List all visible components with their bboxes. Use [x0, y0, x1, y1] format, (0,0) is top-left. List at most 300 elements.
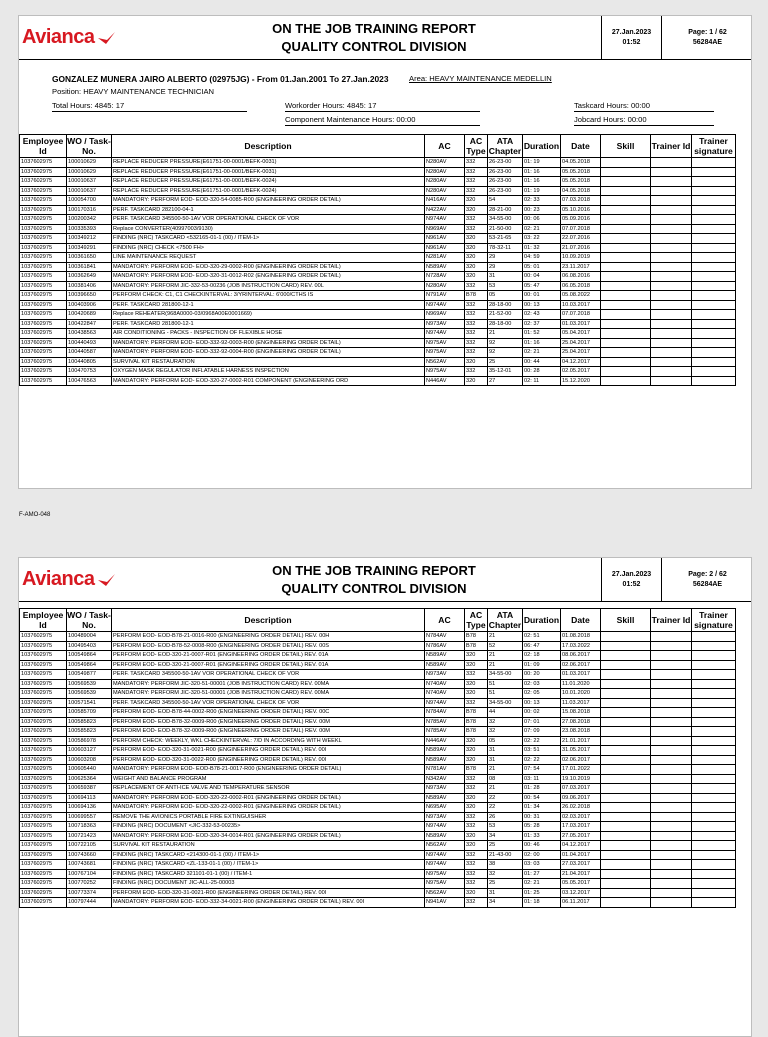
page-number: Page: 1 / 62 56284AE: [661, 16, 753, 60]
table-cell: [601, 746, 651, 756]
table-cell: 17.03.2022: [561, 641, 601, 651]
table-cell: [601, 755, 651, 765]
col-header: Employee Id: [20, 609, 67, 632]
report-title: ON THE JOB TRAINING REPORT QUALITY CONTROL DIVISION: [272, 563, 476, 596]
table-cell: [692, 215, 736, 225]
table-cell: [651, 348, 692, 358]
table-cell: 21.01.2017: [561, 736, 601, 746]
table-cell: [651, 215, 692, 225]
table-cell: N342AV: [425, 774, 465, 784]
table-cell: 08.06.2017: [561, 651, 601, 661]
table-cell: N975AV: [425, 367, 465, 377]
table-cell: PERF. TASKCARD 345500-50-1AV VOR OPERATIONAL CHECK OF VOR: [112, 698, 425, 708]
table-cell: [651, 784, 692, 794]
col-header: AC: [425, 135, 465, 158]
table-cell: 05.08.2022: [561, 291, 601, 301]
table-cell: 1037602975: [20, 717, 67, 727]
table-cell: 23.08.2018: [561, 727, 601, 737]
table-cell: 78-32-11: [488, 243, 523, 253]
table-cell: 1037602975: [20, 698, 67, 708]
table-cell: [601, 860, 651, 870]
table-cell: [651, 888, 692, 898]
table-cell: [601, 670, 651, 680]
table-cell: [651, 357, 692, 367]
table-cell: N975AV: [425, 338, 465, 348]
table-cell: 100603127: [67, 746, 112, 756]
table-cell: 53: [488, 281, 523, 291]
avianca-logo: Avianca: [22, 26, 116, 49]
table-cell: 01: 25: [523, 888, 561, 898]
table-cell: 21: [488, 329, 523, 339]
table-cell: [651, 869, 692, 879]
table-cell: N781AV: [425, 765, 465, 775]
table-cell: 21: [488, 632, 523, 642]
table-cell: [651, 774, 692, 784]
table-cell: 100585709: [67, 708, 112, 718]
table-cell: [601, 243, 651, 253]
table-row: [20, 774, 736, 784]
total-hours: Total Hours: 4845: 17: [52, 101, 125, 110]
table-row: [20, 888, 736, 898]
divider: [285, 125, 480, 126]
table-cell: N280AV: [425, 186, 465, 196]
table-cell: 1037602975: [20, 367, 67, 377]
table-cell: 07.07.2018: [561, 224, 601, 234]
table-cell: 1037602975: [20, 243, 67, 253]
table-cell: 1037602975: [20, 300, 67, 310]
table-cell: 320: [465, 234, 488, 244]
table-cell: 100010629: [67, 158, 112, 168]
jobcard-hours: Jobcard Hours: 00:00: [574, 115, 647, 124]
table-cell: 02: 43: [523, 310, 561, 320]
table-row: [20, 755, 736, 765]
col-header: Trainer Id: [651, 609, 692, 632]
table-cell: N589AV: [425, 651, 465, 661]
table-cell: 320: [465, 357, 488, 367]
table-cell: 35-12-01: [488, 367, 523, 377]
table-cell: 332: [465, 348, 488, 358]
table-cell: 22: [488, 803, 523, 813]
table-cell: 05.04.2017: [561, 329, 601, 339]
table-cell: [601, 679, 651, 689]
table-cell: 02.03.2017: [561, 812, 601, 822]
table-cell: FINDING (NRC) TASKCARD <ZL-133-01-1 (00) / ITEM-1>: [112, 860, 425, 870]
table-row: [20, 850, 736, 860]
table-cell: 1037602975: [20, 632, 67, 642]
table-cell: [601, 300, 651, 310]
table-row: [20, 879, 736, 889]
table-cell: N589AV: [425, 831, 465, 841]
table-cell: 08: [488, 774, 523, 784]
table-row: [20, 243, 736, 253]
table-cell: 02: 18: [523, 651, 561, 661]
table-cell: 31: [488, 755, 523, 765]
table-cell: 02: 51: [523, 632, 561, 642]
table-cell: [651, 793, 692, 803]
divider: [52, 111, 247, 112]
col-header: Trainer Id: [651, 135, 692, 158]
table-row: [20, 319, 736, 329]
table-cell: 1037602975: [20, 679, 67, 689]
table-cell: N974AV: [425, 300, 465, 310]
table-cell: 21: [488, 660, 523, 670]
table-cell: [651, 698, 692, 708]
table-header: [20, 609, 736, 632]
table-cell: MANDATORY: PERFORM EOD- EOD-B78-21-0017-R00 (ENGINEERING ORDER DETAIL): [112, 765, 425, 775]
table-cell: PERF. TASKCARD 345500-50-1AV VOR OPERATIONAL CHECK OF VOR: [112, 670, 425, 680]
table-cell: B78: [465, 727, 488, 737]
table-cell: [692, 186, 736, 196]
table-cell: 21: [488, 784, 523, 794]
table-cell: [692, 281, 736, 291]
table-cell: [651, 765, 692, 775]
table-cell: 26-23-00: [488, 167, 523, 177]
table-cell: [601, 262, 651, 272]
table-cell: 320: [465, 831, 488, 841]
table-cell: LINE MAINTENANCE REQUEST: [112, 253, 425, 263]
table-row: [20, 348, 736, 358]
table-row: [20, 679, 736, 689]
table-row: [20, 670, 736, 680]
table-cell: 332: [465, 670, 488, 680]
table-cell: [651, 632, 692, 642]
table-cell: PERFORM EOD- EOD-B78-52-0008-R00 (ENGINEERING ORDER DETAIL) REV. 00S: [112, 641, 425, 651]
table-cell: 100694113: [67, 793, 112, 803]
table-cell: PERFORM EOD- EOD-B78-44-0002-R00 (ENGINEERING ORDER DETAIL) REV. 00C: [112, 708, 425, 718]
table-cell: PERFORM EOD- EOD-320-21-0007-R01 (ENGINEERING ORDER DETAIL) REV. 01A: [112, 660, 425, 670]
table-cell: 17.01.2022: [561, 765, 601, 775]
table-cell: 100335393: [67, 224, 112, 234]
table-cell: [651, 831, 692, 841]
table-cell: 1037602975: [20, 822, 67, 832]
table-cell: 100010629: [67, 167, 112, 177]
table-cell: [601, 898, 651, 908]
table-cell: N786AV: [425, 641, 465, 651]
table-cell: 1037602975: [20, 774, 67, 784]
table-cell: 22: [488, 793, 523, 803]
table-cell: 51: [488, 679, 523, 689]
table-cell: [651, 376, 692, 386]
table-cell: 52: [488, 641, 523, 651]
table-cell: PERF. TASKCARD 345500-50-1AV VOR OPERATIONAL CHECK OF VOR: [112, 215, 425, 225]
table-cell: N973AV: [425, 670, 465, 680]
table-cell: [651, 850, 692, 860]
table-cell: [692, 651, 736, 661]
table-cell: [601, 641, 651, 651]
table-cell: PERFORM CHECK: WEEKLY, WKL CHECKINTERVAL: 7/D IN ACCORDING WITH WEEKL: [112, 736, 425, 746]
table-cell: 27.08.2018: [561, 717, 601, 727]
taskcard-hours: Taskcard Hours: 00:00: [574, 101, 650, 110]
table-cell: 332: [465, 177, 488, 187]
table-cell: 00: 31: [523, 812, 561, 822]
table-cell: [692, 898, 736, 908]
table-cell: N975AV: [425, 348, 465, 358]
table-cell: [601, 167, 651, 177]
table-cell: 01.03.2017: [561, 319, 601, 329]
table-cell: [601, 765, 651, 775]
table-cell: 07: 54: [523, 765, 561, 775]
table-cell: N589AV: [425, 793, 465, 803]
table-cell: [651, 291, 692, 301]
table-cell: 332: [465, 186, 488, 196]
table-cell: [692, 869, 736, 879]
table-cell: 1037602975: [20, 253, 67, 263]
table-cell: 05: [488, 736, 523, 746]
table-cell: 02.06.2017: [561, 755, 601, 765]
table-cell: 332: [465, 774, 488, 784]
table-row: [20, 376, 736, 386]
table-cell: MANDATORY: PERFORM EOD- EOD-320-54-0085-R00 (ENGINEERING ORDER DETAIL): [112, 196, 425, 206]
table-cell: 21-43-00: [488, 850, 523, 860]
table-cell: N695AV: [425, 803, 465, 813]
table-cell: [692, 291, 736, 301]
table-row: [20, 698, 736, 708]
table-cell: [692, 670, 736, 680]
table-cell: 1037602975: [20, 291, 67, 301]
table-cell: 1037602975: [20, 670, 67, 680]
col-header: Skill: [601, 135, 651, 158]
table-cell: N974AV: [425, 822, 465, 832]
table-cell: [651, 879, 692, 889]
table-cell: [692, 196, 736, 206]
col-header: Skill: [601, 609, 651, 632]
table-row: [20, 291, 736, 301]
table-cell: WEIGHT AND BALANCE PROGRAM: [112, 774, 425, 784]
table-cell: 100721423: [67, 831, 112, 841]
table-cell: 100549864: [67, 660, 112, 670]
table-cell: 1037602975: [20, 167, 67, 177]
table-row: [20, 158, 736, 168]
table-cell: 26: [488, 812, 523, 822]
table-row: [20, 177, 736, 187]
table-cell: 28-18-00: [488, 319, 523, 329]
table-cell: MANDATORY: PERFORM JIC-320-51-00001 (JOB INSTRUCTION CARD) REV. 00MA: [112, 689, 425, 699]
table-cell: 01: 34: [523, 803, 561, 813]
table-cell: [692, 262, 736, 272]
table-cell: 100489004: [67, 632, 112, 642]
table-cell: [651, 717, 692, 727]
table-cell: 100403906: [67, 300, 112, 310]
table-cell: 100603208: [67, 755, 112, 765]
table-cell: [601, 660, 651, 670]
table-cell: [692, 310, 736, 320]
table-cell: 29: [488, 262, 523, 272]
table-cell: 05: [488, 291, 523, 301]
col-header: Description: [112, 609, 425, 632]
table-cell: 332: [465, 879, 488, 889]
table-row: [20, 632, 736, 642]
table-cell: [601, 177, 651, 187]
table-cell: [651, 205, 692, 215]
table-cell: [651, 243, 692, 253]
table-cell: [651, 272, 692, 282]
table-cell: 1037602975: [20, 850, 67, 860]
table-cell: [692, 888, 736, 898]
table-cell: [651, 177, 692, 187]
col-header: Description: [112, 135, 425, 158]
table-cell: 28-21-00: [488, 205, 523, 215]
table-cell: [692, 632, 736, 642]
table-cell: 320: [465, 262, 488, 272]
table-cell: 21.04.2017: [561, 869, 601, 879]
table-cell: N973AV: [425, 812, 465, 822]
table-cell: 320: [465, 205, 488, 215]
table-cell: N785AV: [425, 717, 465, 727]
table-cell: MANDATORY: PERFORM EOD- EOD-320-22-0002-R01 (ENGINEERING ORDER DETAIL): [112, 803, 425, 813]
table-cell: 320: [465, 888, 488, 898]
table-cell: 25.04.2017: [561, 348, 601, 358]
table-cell: N969AV: [425, 310, 465, 320]
table-cell: 51: [488, 689, 523, 699]
table-cell: 25: [488, 879, 523, 889]
table-cell: [692, 879, 736, 889]
table-cell: 320: [465, 793, 488, 803]
table-cell: 01.08.2018: [561, 632, 601, 642]
col-header: AC: [425, 609, 465, 632]
table-cell: 21-52-00: [488, 310, 523, 320]
col-header: Trainer signature: [692, 609, 736, 632]
table-cell: 27.05.2017: [561, 831, 601, 841]
table-cell: 100470753: [67, 367, 112, 377]
table-cell: PERFORM EOD- EOD-320-31-0021-R00 (ENGINEERING ORDER DETAIL) REV. 00I: [112, 888, 425, 898]
table-cell: 01.03.2017: [561, 670, 601, 680]
table-cell: B78: [465, 765, 488, 775]
table-row: [20, 869, 736, 879]
table-cell: [601, 727, 651, 737]
table-cell: 332: [465, 698, 488, 708]
table-cell: 1037602975: [20, 224, 67, 234]
table-cell: 02.05.2017: [561, 367, 601, 377]
table-cell: 100349291: [67, 243, 112, 253]
table-body: [20, 632, 736, 908]
table-cell: 1037602975: [20, 736, 67, 746]
table-cell: 25.04.2017: [561, 338, 601, 348]
table-cell: [651, 641, 692, 651]
table-cell: 02: 21: [523, 224, 561, 234]
table-cell: PERFORM EOD- EOD-320-21-0007-R01 (ENGINEERING ORDER DETAIL) REV. 01A: [112, 651, 425, 661]
table-cell: N974AV: [425, 215, 465, 225]
table-cell: [692, 755, 736, 765]
table-cell: 54: [488, 196, 523, 206]
table-cell: FINDING (NRC) DOCUMENT <JIC-332-53-00235>: [112, 822, 425, 832]
col-header: Trainer signature: [692, 135, 736, 158]
table-cell: 02: 03: [523, 679, 561, 689]
table-cell: [651, 234, 692, 244]
table-cell: 1037602975: [20, 281, 67, 291]
page-header: [19, 16, 751, 60]
table-cell: 02: 21: [523, 879, 561, 889]
table-cell: 100010637: [67, 177, 112, 187]
table-cell: N974AV: [425, 860, 465, 870]
col-header: AC Type: [466, 610, 486, 630]
table-cell: 03: 51: [523, 746, 561, 756]
table-cell: [651, 262, 692, 272]
table-cell: 100440805: [67, 357, 112, 367]
table-cell: 31.05.2017: [561, 746, 601, 756]
table-cell: MANDATORY: PERFORM EOD- EOD-320-29-0002-R00 (ENGINEERING ORDER DETAIL): [112, 262, 425, 272]
table-cell: [692, 167, 736, 177]
table-row: [20, 831, 736, 841]
table-cell: 31: [488, 888, 523, 898]
table-cell: 02: 11: [523, 376, 561, 386]
table-cell: MANDATORY: PERFORM EOD- EOD-332-92-0003-R00 (ENGINEERING ORDER DETAIL): [112, 338, 425, 348]
table-row: [20, 898, 736, 908]
table-row: [20, 793, 736, 803]
table-cell: [651, 367, 692, 377]
table-cell: PERF. TASKCARD 281800-12-1: [112, 300, 425, 310]
table-cell: 332: [465, 215, 488, 225]
table-cell: 100773374: [67, 888, 112, 898]
table-cell: N589AV: [425, 262, 465, 272]
table-cell: B78: [465, 708, 488, 718]
table-row: [20, 746, 736, 756]
table-cell: 1037602975: [20, 689, 67, 699]
table-cell: [692, 641, 736, 651]
table-cell: N728AV: [425, 272, 465, 282]
table-cell: N961AV: [425, 243, 465, 253]
table-cell: [601, 841, 651, 851]
table-row: [20, 860, 736, 870]
table-cell: 07: 01: [523, 717, 561, 727]
report-title: ON THE JOB TRAINING REPORT QUALITY CONTROL DIVISION: [272, 21, 476, 54]
table-cell: 100549877: [67, 670, 112, 680]
table-cell: 332: [465, 860, 488, 870]
table-cell: 25: [488, 357, 523, 367]
table-cell: 00: 13: [523, 300, 561, 310]
table-cell: 100170316: [67, 205, 112, 215]
table-body: [20, 158, 736, 386]
table-cell: [651, 679, 692, 689]
table-cell: [601, 879, 651, 889]
table-row: [20, 717, 736, 727]
table-row: [20, 803, 736, 813]
table-cell: N562AV: [425, 888, 465, 898]
workorder-hours: Workorder Hours: 4845: 17: [285, 101, 377, 110]
table-cell: N589AV: [425, 660, 465, 670]
table-cell: 100699557: [67, 812, 112, 822]
table-cell: 332: [465, 319, 488, 329]
table-cell: N791AV: [425, 291, 465, 301]
table-cell: [601, 215, 651, 225]
table-cell: 1037602975: [20, 869, 67, 879]
table-cell: [692, 698, 736, 708]
table-row: [20, 641, 736, 651]
table-cell: 1037602975: [20, 338, 67, 348]
table-cell: 26.02.2018: [561, 803, 601, 813]
table-cell: [692, 177, 736, 187]
table-cell: [601, 831, 651, 841]
table-cell: 332: [465, 224, 488, 234]
table-cell: 1037602975: [20, 888, 67, 898]
table-cell: SURVIVAL KIT RESTAURATION: [112, 841, 425, 851]
table-cell: N280AV: [425, 177, 465, 187]
table-cell: PERFORM EOD- EOD-B78-32-0009-R00 (ENGINEERING ORDER DETAIL) REV. 00M: [112, 727, 425, 737]
table-cell: 04.12.2017: [561, 357, 601, 367]
table-cell: PERFORM EOD- EOD-B78-32-0009-R00 (ENGINEERING ORDER DETAIL) REV. 00M: [112, 717, 425, 727]
bird-icon: [96, 572, 116, 588]
table-cell: 100743660: [67, 850, 112, 860]
table-cell: 32: [488, 869, 523, 879]
table-cell: REPLACE REDUCER PRESSURE(E61751-00-0001/BEFK-0031): [112, 158, 425, 168]
table-cell: 320: [465, 736, 488, 746]
table-cell: [692, 329, 736, 339]
table-cell: 04.05.2018: [561, 158, 601, 168]
table-cell: 00: 13: [523, 698, 561, 708]
table-cell: 100010637: [67, 186, 112, 196]
table-cell: MANDATORY: PERFORM EOD- EOD-320-34-0014-R01 (ENGINEERING ORDER DETAIL): [112, 831, 425, 841]
table-cell: [651, 898, 692, 908]
table-cell: 01: 52: [523, 329, 561, 339]
